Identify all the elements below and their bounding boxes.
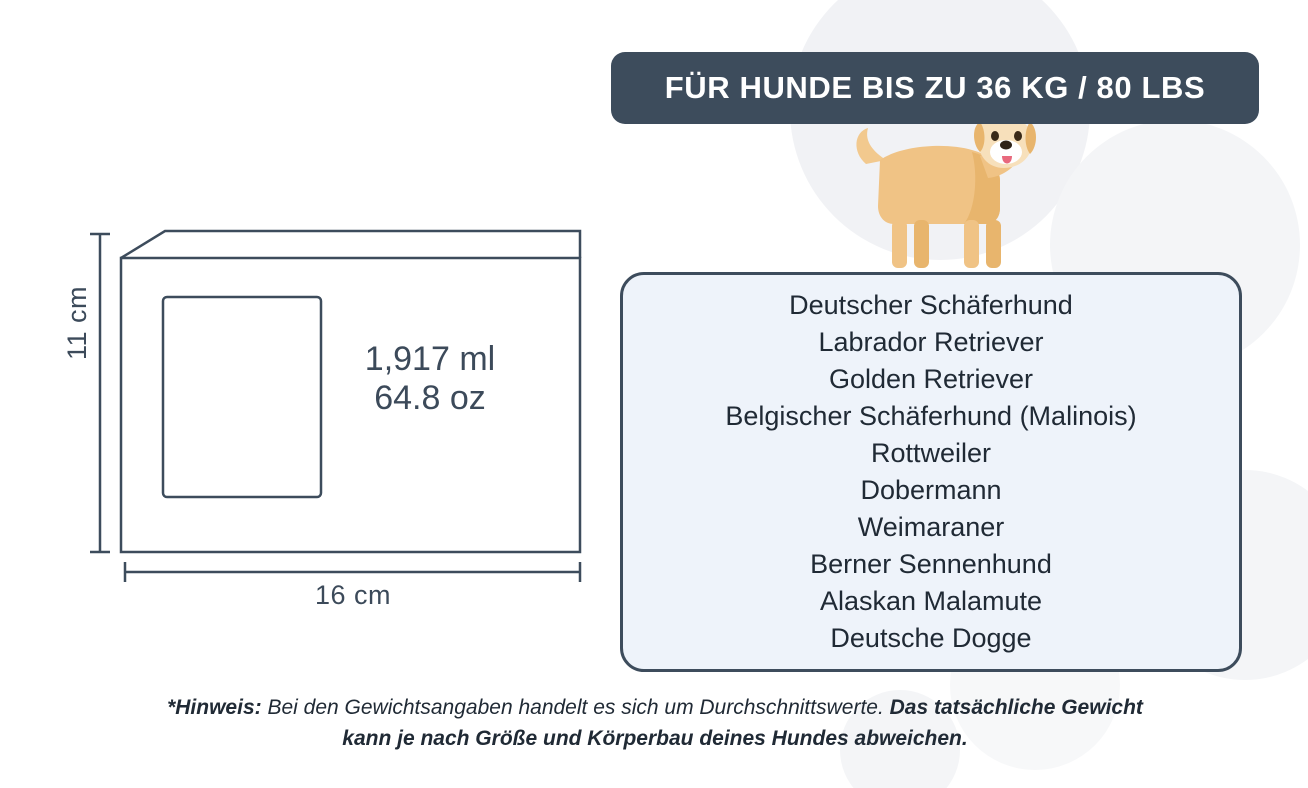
- volume-oz-label: 64.8 oz: [374, 379, 486, 418]
- list-item: Deutsche Dogge: [830, 623, 1032, 653]
- weight-range-banner: [611, 52, 1259, 124]
- list-item: Dobermann: [860, 475, 1002, 505]
- package-diagram: [60, 200, 620, 640]
- list-item: Labrador Retriever: [818, 327, 1044, 357]
- volume-ml-label: 1,917 ml: [364, 340, 496, 378]
- list-item: Rottweiler: [870, 438, 992, 468]
- weight-range-label: FÜR HUNDE BIS ZU 36 KG / 80 LBS: [664, 70, 1206, 105]
- package-outline-icon: [60, 200, 620, 640]
- package-volume: [300, 340, 560, 418]
- list-item: Golden Retriever: [828, 364, 1034, 394]
- footnote-text-bold: Das tatsächliche Gewicht kann je nach Größe und Körperbau deines Hundes abweichen.: [342, 696, 1143, 750]
- footnote-lead: *Hinweis:: [167, 696, 262, 719]
- list-item: Deutscher Schäferhund: [789, 290, 1073, 320]
- footnote: [150, 692, 1160, 754]
- list-item: Alaskan Malamute: [819, 586, 1043, 616]
- list-item: Weimaraner: [857, 512, 1005, 542]
- breed-list-card: [620, 272, 1242, 672]
- list-item: Berner Sennenhund: [810, 549, 1052, 579]
- dog-icon: [848, 112, 1038, 277]
- package-height-label: 11 cm: [62, 285, 92, 360]
- package-width-label: 16 cm: [315, 580, 392, 610]
- footnote-text-normal: Bei den Gewichtsangaben handelt es sich um Durchschnittswerte.: [261, 696, 890, 719]
- list-item: Belgischer Schäferhund (Malinois): [725, 401, 1137, 431]
